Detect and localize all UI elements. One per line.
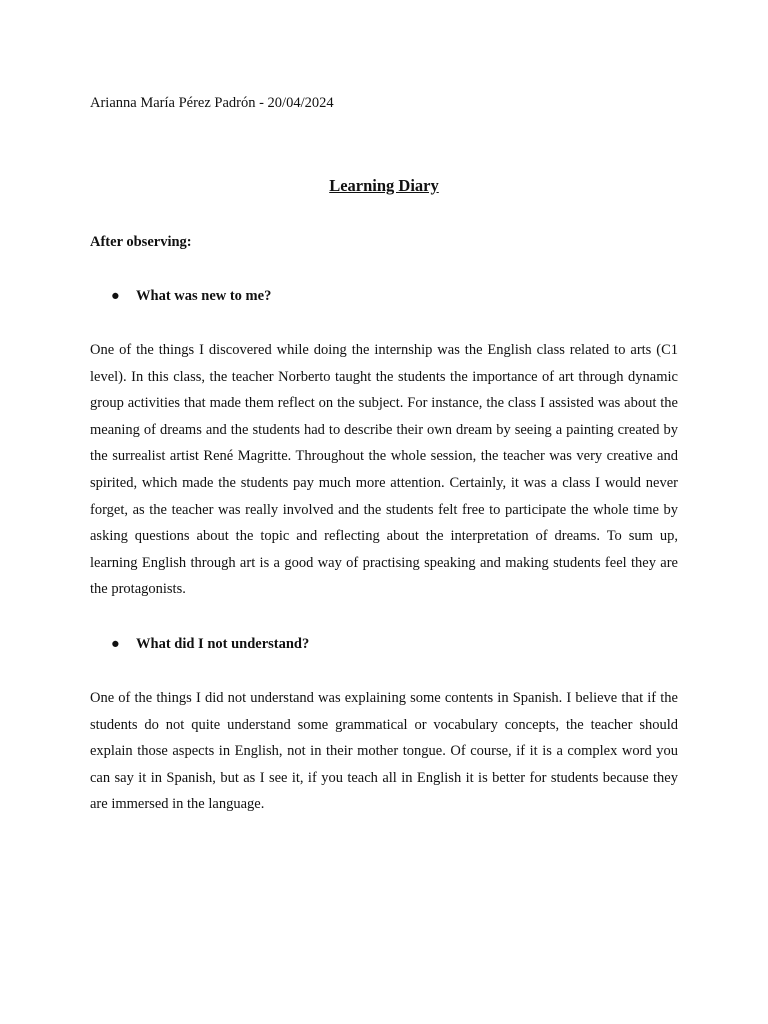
answer-paragraph-not-understand: One of the things I did not understand was explaining some contents in Spanish. I believe that if the students do not quite understand some grammatical or vocabulary concepts, the teacher should explain those aspects in English, not in their mother tongue. Of course, if it is a complex word you can say it in Spanish, but as I see it, if you teach all in English it is better for students because they are immersed in the language.: [90, 690, 678, 813]
question-text: What did I not understand?: [136, 636, 310, 652]
question-text: What was new to me?: [136, 288, 272, 304]
bullet-icon: ●: [111, 636, 120, 652]
answer-paragraph-new: One of the things I discovered while doing the internship was the English class related to arts (C1 level). In this class, the teacher Norberto taught the students the importance of art through dynamic group activities that made them reflect on the subject. For instance, the class I assisted was about the meaning of dreams and the students had to describe their own dream by seeing a painting created by the surrealist artist René Magritte. Throughout the whole session, the teacher was very creative and spirited, which made the students pay much more attention. Certainly, it was a class I would never forget, as the teacher was really involved and the students felt free to participate the whole time by asking questions about the topic and reflecting about the interpretation of dreams. To sum up, learning English through art is a good way of practising speaking and making students feel they are the protagonists.: [90, 342, 678, 598]
section-heading: After observing:: [90, 234, 192, 250]
question-heading-not-understand: [111, 635, 309, 653]
question-heading-new: [111, 287, 271, 305]
bullet-icon: ●: [111, 288, 120, 304]
document-title: Learning Diary: [329, 176, 439, 195]
author-date-line: Arianna María Pérez Padrón - 20/04/2024: [90, 95, 334, 111]
